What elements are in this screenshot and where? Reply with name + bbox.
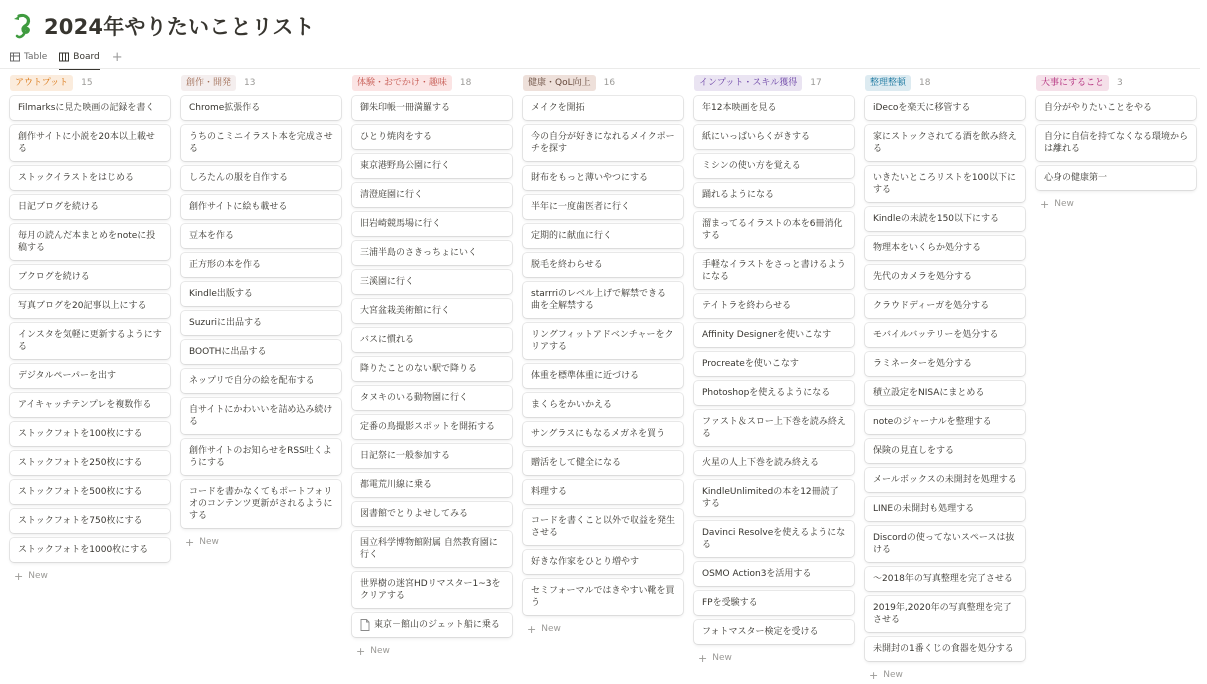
card-title: 心身の健康第一: [1044, 173, 1108, 183]
board-card[interactable]: [1036, 96, 1196, 120]
board-card[interactable]: [865, 567, 1025, 591]
tab-table[interactable]: [10, 47, 47, 67]
board-card[interactable]: [865, 410, 1025, 434]
card-title: 贈活をして健全になる: [531, 458, 622, 468]
card-title: テイトラを終わらせる: [702, 301, 792, 311]
board-card[interactable]: [352, 212, 512, 236]
card-title: 清澄庭園に行く: [360, 190, 424, 200]
card-title: 脱毛を終わらせる: [531, 260, 603, 270]
board-card[interactable]: [694, 183, 854, 207]
card-title: タヌキのいる動物園に行く: [360, 393, 469, 403]
card-title: 降りたことのない駅で降りる: [360, 364, 478, 374]
card-title: Chrome拡張作る: [189, 103, 261, 113]
new-card-button[interactable]: [694, 649, 854, 667]
board-card[interactable]: [352, 357, 512, 381]
plus-icon: +: [185, 535, 195, 549]
card-title: まくらをかいかえる: [531, 400, 613, 410]
board-card[interactable]: [694, 451, 854, 475]
board-card[interactable]: [181, 480, 341, 528]
board-card[interactable]: [181, 166, 341, 190]
board-card[interactable]: [10, 224, 170, 260]
board-card[interactable]: [352, 154, 512, 178]
card-title: Suzuriに出品する: [189, 318, 263, 328]
board-card[interactable]: [523, 166, 683, 190]
board-card[interactable]: [10, 538, 170, 562]
card-title: 今の自分が好きになれるメイクポーチを探す: [531, 132, 675, 154]
document-icon: [360, 619, 370, 631]
card-title: 積立設定をNISAにまとめる: [873, 388, 985, 398]
board-card[interactable]: [181, 340, 341, 364]
board-card[interactable]: [865, 596, 1025, 632]
column-header: [181, 74, 341, 92]
board: [10, 74, 1207, 684]
board-card[interactable]: [865, 294, 1025, 318]
card-title: クラウドディーガを処分する: [873, 301, 990, 311]
card-title: しろたんの服を自作する: [189, 173, 289, 183]
card-title: 定番の鳥撮影スポットを開拓する: [360, 422, 496, 432]
card-title: 半年に一度歯医者に行く: [531, 202, 631, 212]
card-title: ブクログを続ける: [18, 272, 90, 282]
card-title: ストックイラストをはじめる: [18, 173, 135, 183]
board-card[interactable]: [865, 439, 1025, 463]
card-title: Photoshopを使えるようになる: [702, 388, 831, 398]
board-card[interactable]: [865, 236, 1025, 260]
column-tag[interactable]: 体験・おでかけ・趣味: [352, 75, 452, 91]
card-title: 定期的に献血に行く: [531, 231, 613, 241]
board-card[interactable]: [181, 195, 341, 219]
board-card[interactable]: [694, 480, 854, 516]
card-title: ストックフォトを1000枚にする: [18, 545, 149, 555]
card-title: メールボックスの未開封を処理する: [873, 475, 1017, 485]
tab-board[interactable]: [59, 47, 99, 67]
column-count: 18: [459, 78, 472, 88]
table-icon: [10, 52, 20, 62]
card-title: ひとり焼肉をする: [360, 132, 433, 142]
board-card[interactable]: [523, 579, 683, 615]
column-header: [1036, 74, 1196, 92]
board-card[interactable]: [352, 531, 512, 567]
board-card[interactable]: [865, 207, 1025, 231]
view-tabs: [10, 47, 123, 67]
board-card[interactable]: [352, 241, 512, 265]
card-title: 豆本を作る: [189, 231, 235, 241]
card-title: 日記ブログを続ける: [18, 202, 100, 212]
board-card[interactable]: [10, 265, 170, 289]
card-title: 火星の人上下巻を読み終える: [702, 458, 820, 468]
card-title: 踊れるようになる: [702, 190, 775, 200]
board-card[interactable]: [694, 562, 854, 586]
board-card[interactable]: [694, 591, 854, 615]
new-card-button[interactable]: [10, 567, 170, 585]
board-card[interactable]: [694, 154, 854, 178]
card-title: Davinci Resolveを使えるようになる: [702, 528, 846, 550]
card-title: 自分に自信を持てなくなる環境からは離れる: [1044, 132, 1189, 154]
board-card[interactable]: [865, 166, 1025, 202]
card-title: ファスト＆スロー上下巻を読み終える: [702, 417, 846, 439]
column-header: [694, 74, 854, 92]
board-card[interactable]: [10, 364, 170, 388]
board-card[interactable]: [865, 96, 1025, 120]
board-card[interactable]: [1036, 125, 1196, 161]
board-card[interactable]: [865, 381, 1025, 405]
card-title: 手軽なイラストをさっと書けるようになる: [702, 260, 846, 282]
column-tag[interactable]: 健康・QoL向上: [523, 75, 596, 91]
column-count: 13: [244, 78, 256, 88]
new-card-button[interactable]: [865, 666, 1025, 684]
card-title: 好きな作家をひとり増やす: [531, 557, 640, 567]
card-title: 大宮盆栽美術館に行く: [360, 306, 451, 316]
board-card[interactable]: [181, 369, 341, 393]
board-column: [694, 74, 854, 684]
board-card[interactable]: [694, 125, 854, 149]
new-card-button[interactable]: [523, 620, 683, 638]
board-card[interactable]: [694, 253, 854, 289]
column-tag[interactable]: アウトプット: [10, 75, 73, 91]
board-card[interactable]: [10, 509, 170, 533]
card-title: バスに慣れる: [360, 335, 415, 345]
board-column: [523, 74, 683, 684]
board-card[interactable]: [352, 299, 512, 323]
board-card[interactable]: [181, 311, 341, 335]
board-card[interactable]: [694, 521, 854, 557]
plus-icon: +: [356, 644, 366, 658]
board-card[interactable]: [523, 195, 683, 219]
card-title: 紙にいっぱいらくがきする: [702, 132, 811, 142]
board-card[interactable]: [523, 422, 683, 446]
board-card[interactable]: [865, 637, 1025, 661]
card-title: 保険の見直しをする: [873, 446, 955, 456]
board-card[interactable]: [865, 468, 1025, 492]
board-column: [865, 74, 1025, 684]
board-card[interactable]: [694, 381, 854, 405]
board-card[interactable]: [352, 415, 512, 439]
board-card[interactable]: [523, 125, 683, 161]
column-count: 3: [1117, 78, 1123, 88]
board-card[interactable]: [10, 125, 170, 161]
plus-icon: +: [1040, 197, 1050, 211]
board-card[interactable]: [352, 270, 512, 294]
column-count: 15: [81, 78, 93, 88]
card-title: 国立科学博物館附属 自然教育園に行く: [360, 538, 498, 560]
card-title: アイキャッチテンプレを複数作る: [18, 400, 152, 410]
new-card-label: New: [1054, 199, 1074, 209]
card-title: コードを書くこと以外で収益を発生させる: [531, 516, 676, 538]
seahorse-icon: [10, 12, 38, 40]
card-title: ラミネーターを処分する: [873, 359, 973, 369]
card-title: コードを書かなくてもポートフォリオのコンテンツ更新がされるようにする: [189, 487, 333, 521]
column-tag[interactable]: インプット・スキル獲得: [694, 75, 802, 91]
new-card-label: New: [28, 571, 48, 581]
card-title: noteのジャーナルを整理する: [873, 417, 992, 427]
card-title: フォトマスター検定を受ける: [702, 627, 819, 637]
page-title: 2024年やりたいことリスト: [44, 15, 315, 39]
plus-icon: +: [14, 569, 24, 583]
card-title: Discordの使ってないスペースは抜ける: [873, 533, 1015, 555]
board-card[interactable]: [10, 393, 170, 417]
card-title: 自サイトにかわいいを詰め込み続ける: [189, 405, 333, 427]
card-title: 都電荒川線に乗る: [360, 480, 433, 490]
board-card[interactable]: [523, 224, 683, 248]
card-title: 溜まってるイラストの本を6冊消化する: [702, 219, 843, 241]
plus-icon: +: [527, 622, 537, 636]
page-header: [10, 8, 315, 44]
card-title: いきたいところリストを100以下にする: [873, 173, 1016, 195]
board-card[interactable]: [10, 323, 170, 359]
card-title: セミフォーマルではきやすい靴を買う: [531, 586, 675, 608]
card-title: 先代のカメラを処分する: [873, 272, 973, 282]
board-card[interactable]: [523, 323, 683, 359]
card-title: 東京－館山のジェット船に乗る: [374, 620, 500, 630]
card-title: 家にストックされてる酒を飲み終える: [873, 132, 1017, 154]
card-title: 未開封の1番くじの食器を処分する: [873, 644, 1014, 654]
board-card[interactable]: [694, 294, 854, 318]
new-card-label: New: [370, 646, 390, 656]
board-card[interactable]: [523, 480, 683, 504]
board-card[interactable]: [523, 253, 683, 277]
new-card-button[interactable]: [181, 533, 341, 551]
card-title: モバイルバッテリーを処分する: [873, 330, 999, 340]
board-card[interactable]: [181, 224, 341, 248]
board-card[interactable]: [865, 323, 1025, 347]
board-card[interactable]: [694, 96, 854, 120]
card-title: BOOTHに出品する: [189, 347, 267, 357]
column-tag[interactable]: 創作・開発: [181, 75, 236, 91]
card-title: 2019年,2020年の写真整理を完了させる: [873, 603, 1012, 625]
board-card[interactable]: [865, 526, 1025, 562]
board-card[interactable]: [694, 620, 854, 644]
board-card[interactable]: [523, 550, 683, 574]
add-view-button[interactable]: +: [111, 49, 123, 65]
card-title: ストックフォトを100枚にする: [18, 429, 143, 439]
card-title: KindleUnlimitedの本を12冊読了する: [702, 487, 839, 509]
card-title: ～2018年の写真整理を完了させる: [873, 574, 1013, 584]
board-card[interactable]: [865, 497, 1025, 521]
card-title: ネップリで自分の絵を配布する: [189, 376, 315, 386]
column-tag[interactable]: 整理整頓: [865, 75, 911, 91]
column-count: 18: [919, 78, 931, 88]
card-title: うちのこミニイラスト本を完成させる: [189, 132, 333, 154]
card-title: LINEの未開封も処理する: [873, 504, 975, 514]
board-card[interactable]: [694, 212, 854, 248]
board-column: [181, 74, 341, 684]
card-title: 財布をもっと薄いやつにする: [531, 173, 649, 183]
card-title: 図書館でとりよせしてみる: [360, 509, 469, 519]
card-title: ストックフォトを500枚にする: [18, 487, 143, 497]
board-column: [10, 74, 170, 684]
card-title: FPを受験する: [702, 598, 758, 608]
column-header: [10, 74, 170, 92]
board-card[interactable]: [523, 96, 683, 120]
card-title: 毎月の読んだ本まとめをnoteに投稿する: [18, 231, 156, 253]
board-column: [352, 74, 512, 684]
plus-icon: +: [869, 668, 879, 682]
card-title: Kindle出版する: [189, 289, 253, 299]
board-card[interactable]: [352, 473, 512, 497]
card-title: Filmarksに見た映画の記録を書く: [18, 103, 155, 113]
board-card[interactable]: [865, 125, 1025, 161]
card-title: メイクを開拓: [531, 103, 585, 113]
card-title: 自分がやりたいことをやる: [1044, 103, 1153, 113]
board-card[interactable]: [523, 364, 683, 388]
board-card[interactable]: [352, 444, 512, 468]
new-card-label: New: [199, 537, 219, 547]
card-title: 日記祭に一般参加する: [360, 451, 451, 461]
board-card[interactable]: [10, 422, 170, 446]
header-divider: [0, 68, 1200, 69]
column-count: 16: [603, 78, 616, 88]
board-card[interactable]: [523, 451, 683, 475]
card-title: デジタルペーパーを出す: [18, 371, 117, 381]
new-card-label: New: [883, 670, 903, 680]
card-title: インスタを気軽に更新するようにする: [18, 330, 162, 352]
card-title: Kindleの未読を150以下にする: [873, 214, 1000, 224]
board-card[interactable]: [10, 96, 170, 120]
board-card[interactable]: [1036, 166, 1196, 190]
card-title: 創作サイトに小説を20本以上載せる: [18, 132, 155, 154]
board-card[interactable]: [352, 183, 512, 207]
board-card[interactable]: [523, 282, 683, 318]
tab-board-label: Board: [73, 52, 100, 62]
card-title: ストックフォトを250枚にする: [18, 458, 143, 468]
card-title: 物理本をいくらか処分する: [873, 243, 982, 253]
card-title: 写真ブログを20記事以上にする: [18, 301, 147, 311]
board-card[interactable]: [352, 386, 512, 410]
card-title: ストックフォトを750枚にする: [18, 516, 143, 526]
card-title: starrriのレベル上げで解禁できる曲を全解禁する: [531, 289, 667, 311]
card-title: 創作サイトのお知らせをRSS吐くようにする: [189, 446, 332, 468]
card-title: 三溪園に行く: [360, 277, 415, 287]
board-card[interactable]: [352, 502, 512, 526]
new-card-button[interactable]: [1036, 195, 1196, 213]
board-card[interactable]: [352, 613, 512, 637]
column-header: [865, 74, 1025, 92]
board-card[interactable]: [523, 393, 683, 417]
board-card[interactable]: [181, 125, 341, 161]
board-card[interactable]: [181, 398, 341, 434]
board-card[interactable]: [181, 96, 341, 120]
board-card[interactable]: [694, 352, 854, 376]
card-title: 創作サイトに絵も載せる: [189, 202, 288, 212]
plus-icon: +: [698, 651, 708, 665]
column-header: [352, 74, 512, 92]
board-card[interactable]: [865, 265, 1025, 289]
tab-table-label: Table: [24, 52, 48, 62]
board-icon: [59, 52, 69, 62]
card-title: 御朱印帳一冊満羅する: [360, 103, 451, 113]
card-title: 世界樹の迷宮HDリマスター1~3をクリアする: [360, 579, 501, 601]
card-title: 三浦半島のさきっちょにいく: [360, 248, 478, 258]
card-title: OSMO Action3を活用する: [702, 569, 812, 579]
column-count: 17: [810, 78, 822, 88]
card-title: Procreateを使いこなす: [702, 359, 799, 369]
card-title: 東京港野鳥公園に行く: [360, 161, 451, 171]
card-title: 年12本映画を見る: [702, 103, 777, 113]
column-header: [523, 74, 683, 92]
card-title: ミシンの使い方を覚える: [702, 161, 801, 171]
board-card[interactable]: [181, 439, 341, 475]
board-card[interactable]: [352, 572, 512, 608]
new-card-button[interactable]: [352, 642, 512, 660]
card-title: 正方形の本を作る: [189, 260, 262, 270]
column-tag[interactable]: 大事にすること: [1036, 75, 1109, 91]
board-card[interactable]: [352, 96, 512, 120]
board-card[interactable]: [181, 253, 341, 277]
board-card[interactable]: [523, 509, 683, 545]
board-card[interactable]: [352, 328, 512, 352]
board-card[interactable]: [10, 480, 170, 504]
board-card[interactable]: [181, 282, 341, 306]
board-card[interactable]: [352, 125, 512, 149]
board-card[interactable]: [694, 323, 854, 347]
board-card[interactable]: [865, 352, 1025, 376]
card-title: サングラスにもなるメガネを買う: [531, 429, 666, 439]
new-card-label: New: [541, 624, 561, 634]
card-title: リングフィットアドベンチャーをクリアする: [531, 330, 674, 352]
new-card-label: New: [712, 653, 732, 663]
board-column: [1036, 74, 1196, 684]
board-card[interactable]: [10, 195, 170, 219]
card-title: 料理する: [531, 487, 568, 497]
board-card[interactable]: [10, 451, 170, 475]
card-title: Affinity Designerを使いこなす: [702, 330, 832, 340]
board-card[interactable]: [10, 294, 170, 318]
board-card[interactable]: [694, 410, 854, 446]
card-title: 旧岩崎競馬場に行く: [360, 219, 442, 229]
board-card[interactable]: [10, 166, 170, 190]
card-title: 体重を標準体重に近づける: [531, 371, 640, 381]
card-title: iDecoを楽天に移管する: [873, 103, 971, 113]
